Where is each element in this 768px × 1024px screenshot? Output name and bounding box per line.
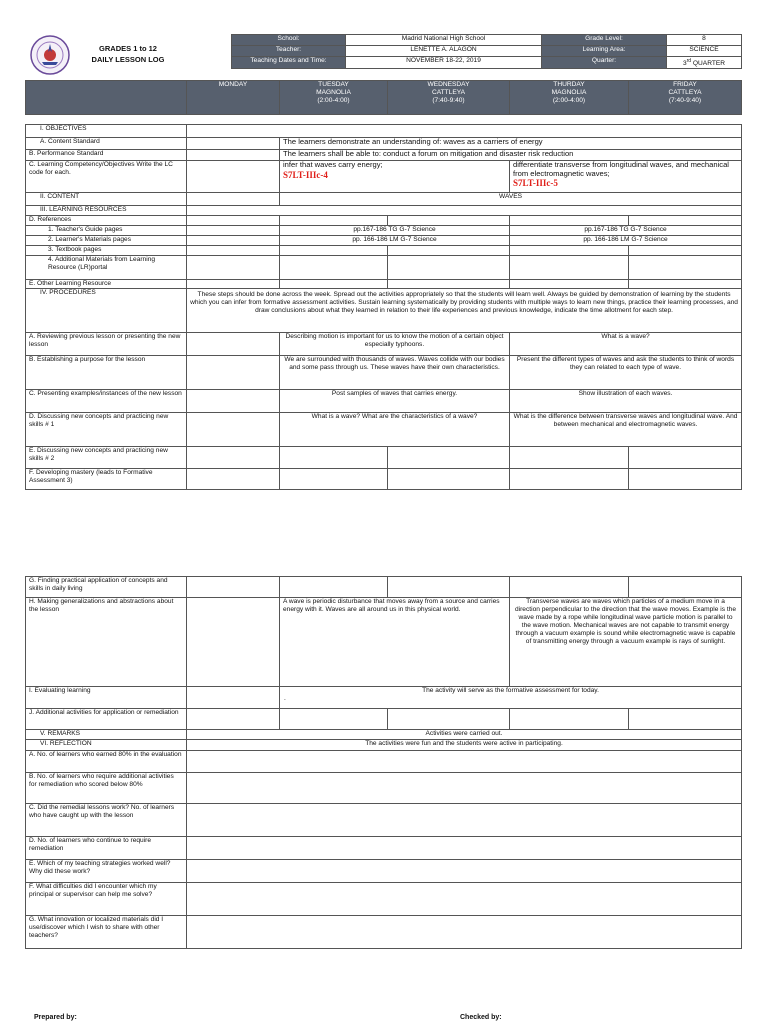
procedures-note: These steps should be done across the week. Spread out the activities appropriately so that the students will learn well. Always be guided by demonstration of learning by the students which you can infer from formative assessment activities. Sustain learning systematically by providing students with multiple ways to learn new things, practice their learning processes, and draw conclusions about what they learned in relation to their life experiences and previous knowledge, indicate the time allotment for each step. [187,289,742,333]
lm-label: 2. Learner's Materials pages [26,236,187,246]
day-name: TUESDAY [318,81,349,88]
day-name: THURDAY [553,81,585,88]
pe-c3 [388,447,510,469]
day-header-table [25,80,742,115]
competency-label: C. Learning Competency/Objectives Write the LC code for each. [26,161,187,193]
pb-c1 [187,356,280,390]
day-name: FRIDAY [673,81,697,88]
reflection-label: VI. REFLECTION [26,740,187,751]
pf-c4 [510,469,629,490]
comp-day3 [510,161,742,193]
ref-c1 [187,216,280,226]
comp-day2 [280,161,510,193]
ref-f-label: F. What difficulties did I encounter which my principal or supervisor can help me solve? [26,883,187,916]
pf-c5 [629,469,742,490]
proc-g-label: G. Finding practical application of concepts and skills in daily living [26,577,187,598]
tb-c3 [388,246,510,256]
proc-i-value [280,687,742,709]
pj-c1 [187,709,280,730]
checked-by-label: Checked by: [460,1014,502,1021]
quarter-num: 3 [682,60,687,68]
ref-a-value [187,751,742,773]
oth-c1 [187,280,280,289]
day-time: (7:40-9:40) [432,97,465,104]
dates-label: Teaching Dates and Time: [232,57,346,69]
day-col-wednesday [388,81,510,115]
proc-j-label: J. Additional activities for application or remediation [26,709,187,730]
tg-label: 1. Teacher's Guide pages [26,226,187,236]
other-resource-label: E. Other Learning Resource [26,280,187,289]
add-c2 [280,256,388,280]
comp-2-code: S7LT-IIIc-5 [513,178,558,189]
grade-label: Grade Level: [542,35,667,46]
pj-c4 [510,709,629,730]
ref-c-value [187,804,742,837]
oth-c4 [510,280,629,289]
perf-std-monday [187,150,280,161]
ref-c5 [629,216,742,226]
quarter-sup: rd [686,58,692,64]
ref-c-label: C. Did the remedial lessons work? No. of learners who have caught up with the lesson [26,804,187,837]
log-title-line1: GRADES 1 to 12 [99,44,157,53]
ref-d-value [187,837,742,860]
day-header-blank [26,81,187,115]
comp-2-text: differentiate transverse from longitudinal waves, and mechanical from electromagnetic waves; [513,160,729,178]
pj-c2 [280,709,388,730]
tb-c4 [510,246,629,256]
tg-monday [187,226,280,236]
pj-c3 [388,709,510,730]
area-value: SCIENCE [667,46,742,57]
ref-c3 [388,216,510,226]
pe-c1 [187,447,280,469]
ref-c2 [280,216,388,226]
day-col-monday [187,81,280,115]
comp-1-text: infer that waves carry energy; [283,160,383,169]
pa-c1 [187,333,280,356]
log-title-line2: DAILY LESSON LOG [91,55,165,64]
proc-b-day2: We are surrounded with thousands of waves. Waves collide with our bodies and some pass through us. These waves have their own characteristics. [280,356,510,390]
add-c4 [510,256,629,280]
content-std-value: The learners demonstrate an understanding of: waves as a carriers of energy [280,138,742,150]
day-col-tuesday [280,81,388,115]
proc-h-day2: A wave is periodic disturbance that moves away from a source and carries energy with it. Waves are all around us in this physical world. [280,598,510,687]
proc-b-label: B. Establishing a purpose for the lesson [26,356,187,390]
proc-i-label: I. Evaluating learning [26,687,187,709]
pj-c5 [629,709,742,730]
reflection-value: The activities were fun and the students were active in participating. [187,740,742,751]
pe-c4 [510,447,629,469]
ref-e-value [187,860,742,883]
day-time: (7:40-9:40) [668,97,702,104]
header-info-table [231,34,742,69]
lesson-table-part2 [25,576,742,949]
day-time: (2:00-4:00) [552,97,586,104]
ref-a-label: A. No. of learners who earned 80% in the evaluation [26,751,187,773]
pf-c1 [187,469,280,490]
proc-c-day2: Post samples of waves that carries energy. [280,390,510,413]
additional-label: 4. Additional Materials from Learning Resource (LR)portal [26,256,187,280]
tb-c1 [187,246,280,256]
pi-c1 [187,687,280,709]
add-c5 [629,256,742,280]
proc-h-day3: Transverse waves are waves which particles of a medium move in a direction perpendicular to the direction that the wave moves. Example is the wave made by a rope while longitudinal wave particle motion is parallel to the wave motion. Mechanical waves are not capable to transmit energy through a vacuum example is sound while electromagnetic wave is capable of transmitting energy through a vacuum example is rays of sunlight. [510,598,742,687]
ref-f-value [187,883,742,916]
pg-c3 [388,577,510,598]
day-section: CATTLEYA [668,89,702,96]
teacher-value: LENETTE A. ALAGON [346,46,542,57]
proc-d-day2: What is a wave? What are the characteristics of a wave? [280,413,510,447]
objectives-label: I. OBJECTIVES [26,125,187,138]
pc-c1 [187,390,280,413]
prepared-by-label: Prepared by: [34,1014,77,1021]
tb-c2 [280,246,388,256]
school-label: School: [232,35,346,46]
ref-d-label: D. No. of learners who continue to require remediation [26,837,187,860]
teacher-label: Teacher: [232,46,346,57]
procedures-label: IV. PROCEDURES [26,289,187,333]
quarter-value [667,57,742,69]
textbook-label: 3. Textbook pages [26,246,187,256]
ref-e-label: E. Which of my teaching strategies worked well? Why did these work? [26,860,187,883]
pf-c3 [388,469,510,490]
area-label: Learning Area: [542,46,667,57]
pg-c4 [510,577,629,598]
proc-i-dot: . [284,695,286,702]
perf-std-label: B. Performance Standard [26,150,187,161]
proc-e-label: E. Discussing new concepts and practicing new skills # 2 [26,447,187,469]
tg-value-1: pp.167-186 TG G-7 Science [280,226,510,236]
pe-c2 [280,447,388,469]
oth-c2 [280,280,388,289]
day-time: (2:00-4:00) [317,97,350,104]
ref-b-label: B. No. of learners who require additional activities for remediation who scored below 80% [26,773,187,804]
log-title [76,43,180,65]
oth-c3 [388,280,510,289]
quarter-label: Quarter: [542,57,667,69]
day-name: MONDAY [218,81,248,88]
quarter-text: QUARTER [691,60,726,68]
lm-monday [187,236,280,246]
proc-d-day3: What is the difference between transverse waves and longitudinal wave. And between mechanical and electromagnetic waves. [510,413,742,447]
proc-c-day3: Show illustration of each waves. [510,390,742,413]
proc-i-text: The activity will serve as the formative assessment for today. [422,687,599,694]
perf-std-value: The learners shall be able to: conduct a forum on mitigation and disaster risk reduction [280,150,742,161]
ref-b-value [187,773,742,804]
proc-d-label: D. Discussing new concepts and practicing new skills # 1 [26,413,187,447]
proc-c-label: C. Presenting examples/instances of the new lesson [26,390,187,413]
tg-value-2: pp.167-186 TG G-7 Science [510,226,742,236]
remarks-value: Activities were carried out. [187,730,742,740]
ph-c1 [187,598,280,687]
references-label: D. References [26,216,187,226]
dates-value: NOVEMBER 18-22, 2019 [346,57,542,69]
oth-c5 [629,280,742,289]
add-c3 [388,256,510,280]
lm-value-2: pp. 166-186 LM G-7 Science [510,236,742,246]
pg-c1 [187,577,280,598]
school-value: Madrid National High School [346,35,542,46]
day-col-friday [629,81,742,115]
content-topic: WAVES [280,193,742,206]
proc-f-label: F. Developing mastery (leads to Formative Assessment 3) [26,469,187,490]
day-col-thursday [510,81,629,115]
content-label: II. CONTENT [26,193,187,206]
day-section: MAGNOLIA [316,89,351,96]
lm-value-1: pp. 166-186 LM G-7 Science [280,236,510,246]
add-c1 [187,256,280,280]
content-monday [187,193,280,206]
pg-c2 [280,577,388,598]
resources-label: III. LEARNING RESOURCES [26,206,187,216]
comp-1-code: S7LT-IIIc-4 [283,169,328,180]
proc-a-day2: Describing motion is important for us to know the motion of a certain object especially typhoons. [280,333,510,356]
deped-seal-logo [30,35,70,75]
lesson-table-part1 [25,124,742,490]
ref-g-label: G. What innovation or localized materials did I use/discover which I wish to share with other teachers? [26,916,187,949]
grade-value: 8 [667,35,742,46]
comp-monday [187,161,280,193]
proc-b-day3: Present the different types of waves and ask the students to think of words they can related to each type of wave. [510,356,742,390]
proc-a-label: A. Reviewing previous lesson or presenting the new lesson [26,333,187,356]
pf-c2 [280,469,388,490]
objectives-cell [187,125,742,138]
pd-c1 [187,413,280,447]
day-section: CATTLEYA [431,89,466,96]
content-std-label: A. Content Standard [26,138,187,150]
ref-g-value [187,916,742,949]
content-std-monday [187,138,280,150]
ref-c4 [510,216,629,226]
remarks-label: V. REMARKS [26,730,187,740]
proc-a-day3: What is a wave? [510,333,742,356]
day-section: MAGNOLIA [551,89,587,96]
proc-h-label: H. Making generalizations and abstractions about the lesson [26,598,187,687]
pe-c5 [629,447,742,469]
resources-cell [187,206,742,216]
tb-c5 [629,246,742,256]
pg-c5 [629,577,742,598]
day-name: WEDNESDAY [427,81,470,88]
